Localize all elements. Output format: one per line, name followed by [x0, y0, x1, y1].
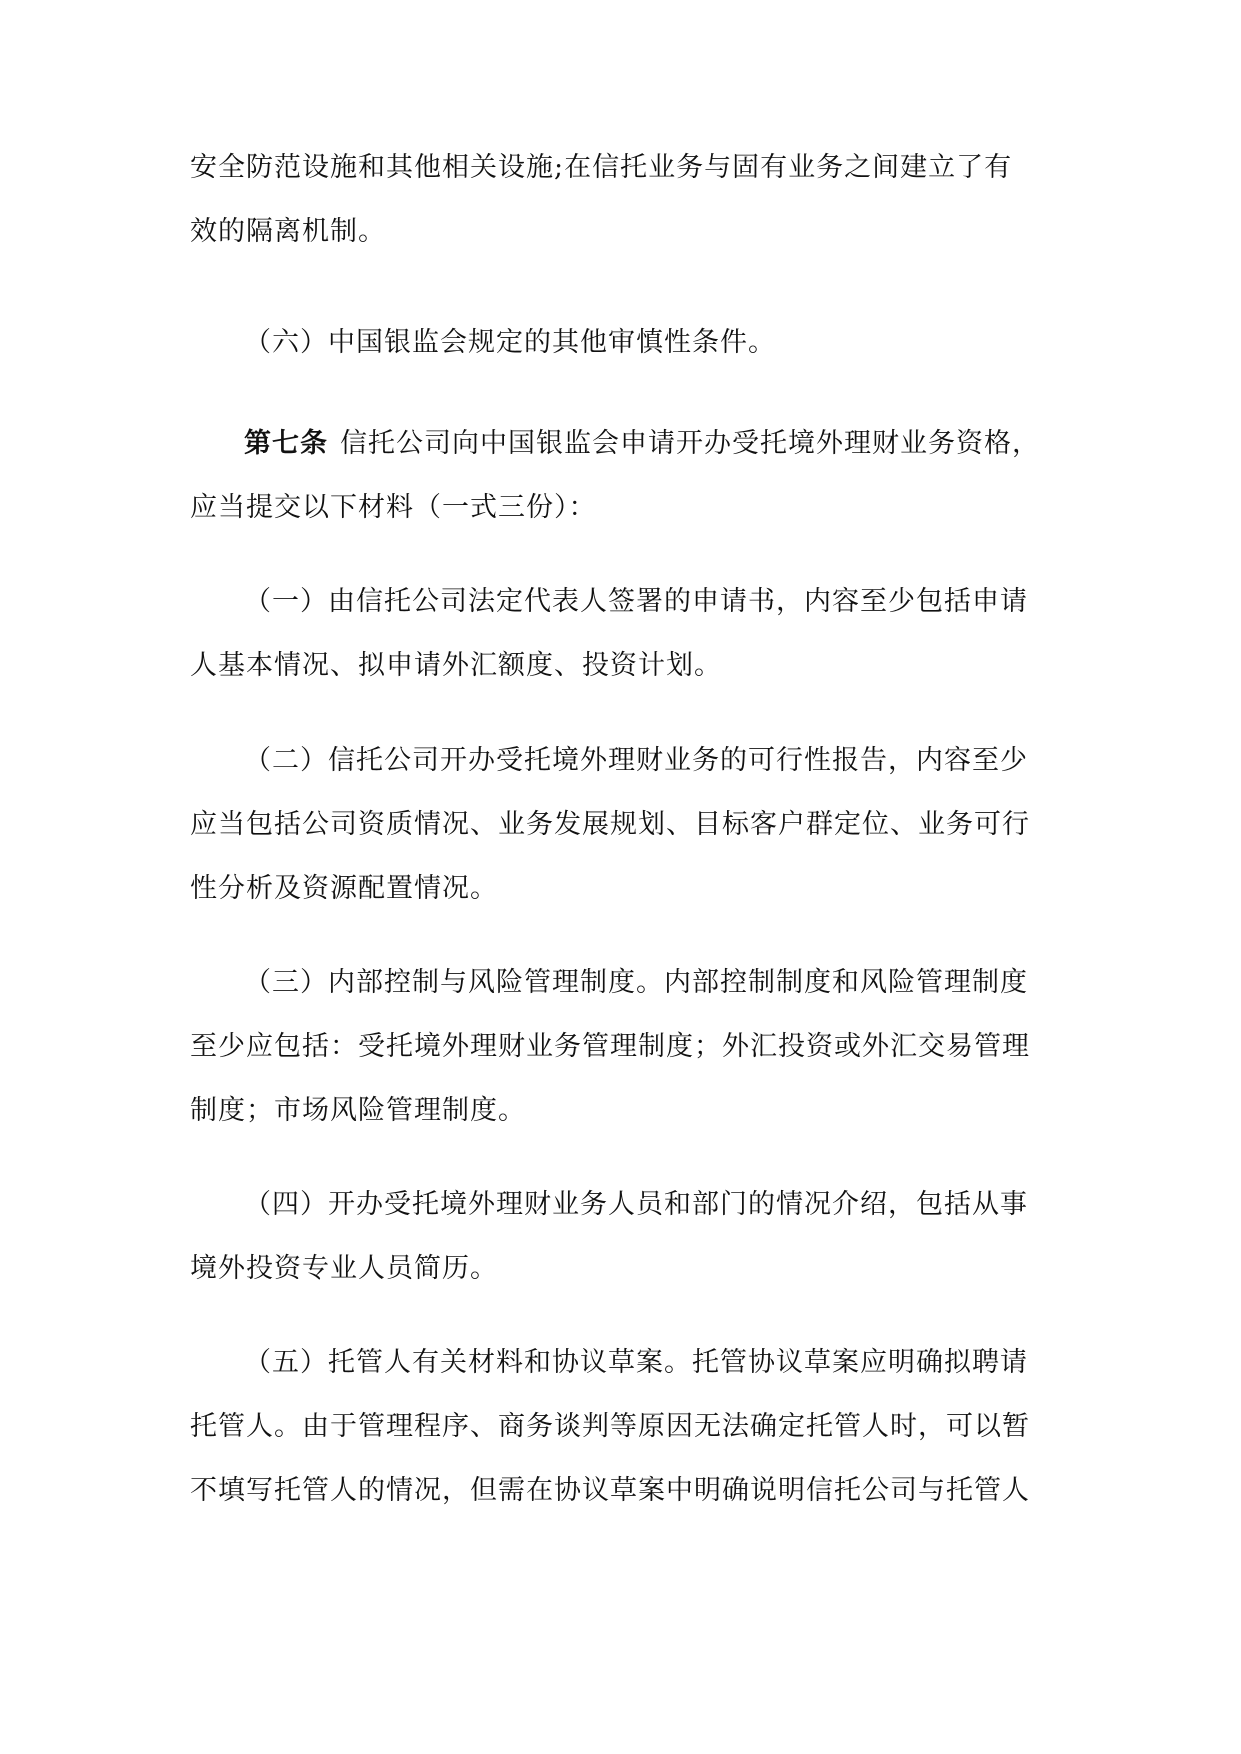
paragraph-item-four [190, 1173, 1050, 1301]
paragraph-item-two [190, 729, 1050, 921]
text-line: （六）中国银监会规定的其他审慎性条件。 [244, 327, 776, 358]
text-line: 效的隔离机制。 [190, 216, 386, 247]
paragraph-item-one [190, 570, 1050, 698]
text-line: 不填写托管人的情况，但需在协议草案中明确说明信托公司与托管人 [190, 1475, 1030, 1506]
paragraph-item-six [190, 311, 1050, 375]
text-line: 制度；市场风险管理制度。 [190, 1095, 526, 1126]
text-line: 境外投资专业人员简历。 [190, 1253, 498, 1284]
text-line: （二）信托公司开办受托境外理财业务的可行性报告，内容至少 [244, 745, 1028, 776]
text-line: （五）托管人有关材料和协议草案。托管协议草案应明确拟聘请 [244, 1347, 1028, 1378]
text-line: 托管人。由于管理程序、商务谈判等原因无法确定托管人时，可以暂 [190, 1411, 1030, 1442]
text-line: （三）内部控制与风险管理制度。内部控制制度和风险管理制度 [244, 967, 1028, 998]
text-line [190, 412, 1050, 476]
text-line: 安全防范设施和其他相关设施;在信托业务与固有业务之间建立了有 [190, 152, 1013, 183]
text-line: 性分析及资源配置情况。 [190, 873, 498, 904]
text-line: 应当提交以下材料（一式三份）： [190, 492, 597, 523]
paragraph-article-seven [190, 412, 1050, 540]
article-text: 信托公司向中国银监会申请开办受托境外理财业务资格， [340, 428, 1040, 459]
article-heading: 第七条 [244, 428, 328, 459]
text-line: （一）由信托公司法定代表人签署的申请书，内容至少包括申请 [244, 586, 1028, 617]
text-line: 人基本情况、拟申请外汇额度、投资计划。 [190, 650, 722, 681]
paragraph-item-five [190, 1331, 1050, 1523]
paragraph-item-three [190, 951, 1050, 1143]
text-line: 至少应包括：受托境外理财业务管理制度；外汇投资或外汇交易管理 [190, 1031, 1030, 1062]
paragraph-facilities [190, 136, 1050, 264]
text-line: （四）开办受托境外理财业务人员和部门的情况介绍，包括从事 [244, 1189, 1028, 1220]
text-line: 应当包括公司资质情况、业务发展规划、目标客户群定位、业务可行 [190, 809, 1030, 840]
